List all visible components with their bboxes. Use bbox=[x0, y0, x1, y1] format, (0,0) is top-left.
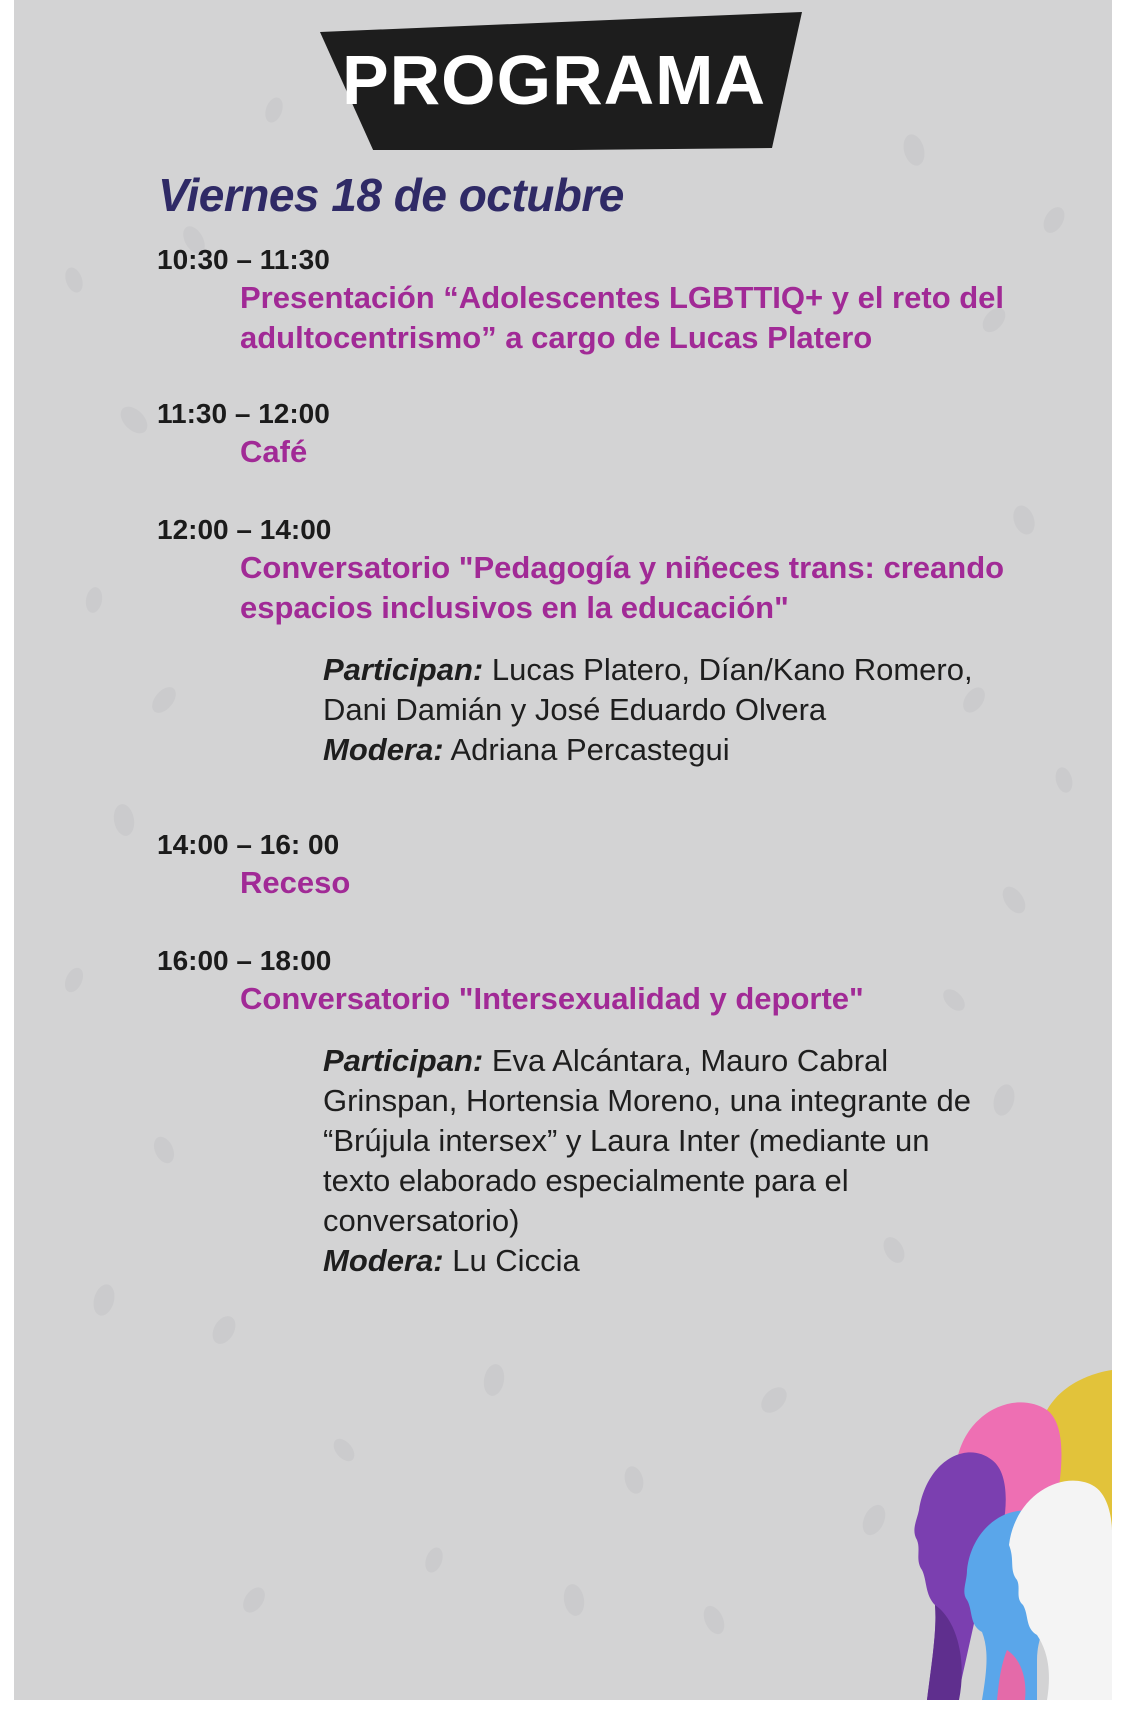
schedule-time: 16:00 – 18:00 bbox=[157, 945, 332, 976]
moderator-name: Lu Ciccia bbox=[452, 1243, 580, 1278]
participants-list: Lucas Platero, Dían/Kano Romero, Dani Damián y José Eduardo Olvera bbox=[323, 652, 973, 727]
diverse-faces-illustration-icon bbox=[897, 1370, 1112, 1700]
program-sheet bbox=[14, 0, 1112, 1700]
schedule-title: Café bbox=[240, 434, 308, 469]
schedule-time: 12:00 – 14:00 bbox=[157, 514, 332, 545]
participants-list: Eva Alcántara, Mauro Cabral Grinspan, Hortensia Moreno, una integrante de “Brújula intersex” y Laura Inter (mediante un texto elaborado especialmente para el conversatorio) bbox=[323, 1043, 971, 1238]
event-date: Viernes 18 de octubre bbox=[158, 169, 624, 221]
schedule-time: 14:00 – 16: 00 bbox=[157, 829, 340, 860]
moderator-label: Modera: bbox=[323, 732, 444, 767]
schedule-item bbox=[157, 827, 1020, 903]
schedule-time: 11:30 – 12:00 bbox=[157, 398, 330, 429]
schedule-item bbox=[157, 242, 1020, 358]
schedule-item bbox=[157, 396, 1020, 472]
schedule-item bbox=[157, 512, 1020, 770]
schedule-title: Conversatorio "Pedagogía y niñeces trans: creando espacios inclusivos en la educación" bbox=[240, 550, 1005, 625]
moderator-label: Modera: bbox=[323, 1243, 444, 1278]
participants-label: Participan: bbox=[323, 1043, 484, 1078]
moderator-name: Adriana Percastegui bbox=[450, 732, 730, 767]
schedule-details bbox=[323, 1041, 973, 1281]
banner-title: PROGRAMA bbox=[341, 41, 767, 119]
schedule-title: Presentación “Adolescentes LGBTTIQ+ y el reto del adultocentrismo” a cargo de Lucas Platero bbox=[240, 280, 1005, 355]
schedule-time: 10:30 – 11:30 bbox=[157, 244, 330, 275]
schedule-title: Receso bbox=[240, 865, 351, 900]
program-banner bbox=[314, 10, 804, 150]
schedule-details bbox=[323, 650, 973, 770]
participants-label: Participan: bbox=[323, 652, 484, 687]
schedule-title: Conversatorio "Intersexualidad y deporte" bbox=[240, 981, 864, 1016]
schedule-item bbox=[157, 943, 1020, 1281]
